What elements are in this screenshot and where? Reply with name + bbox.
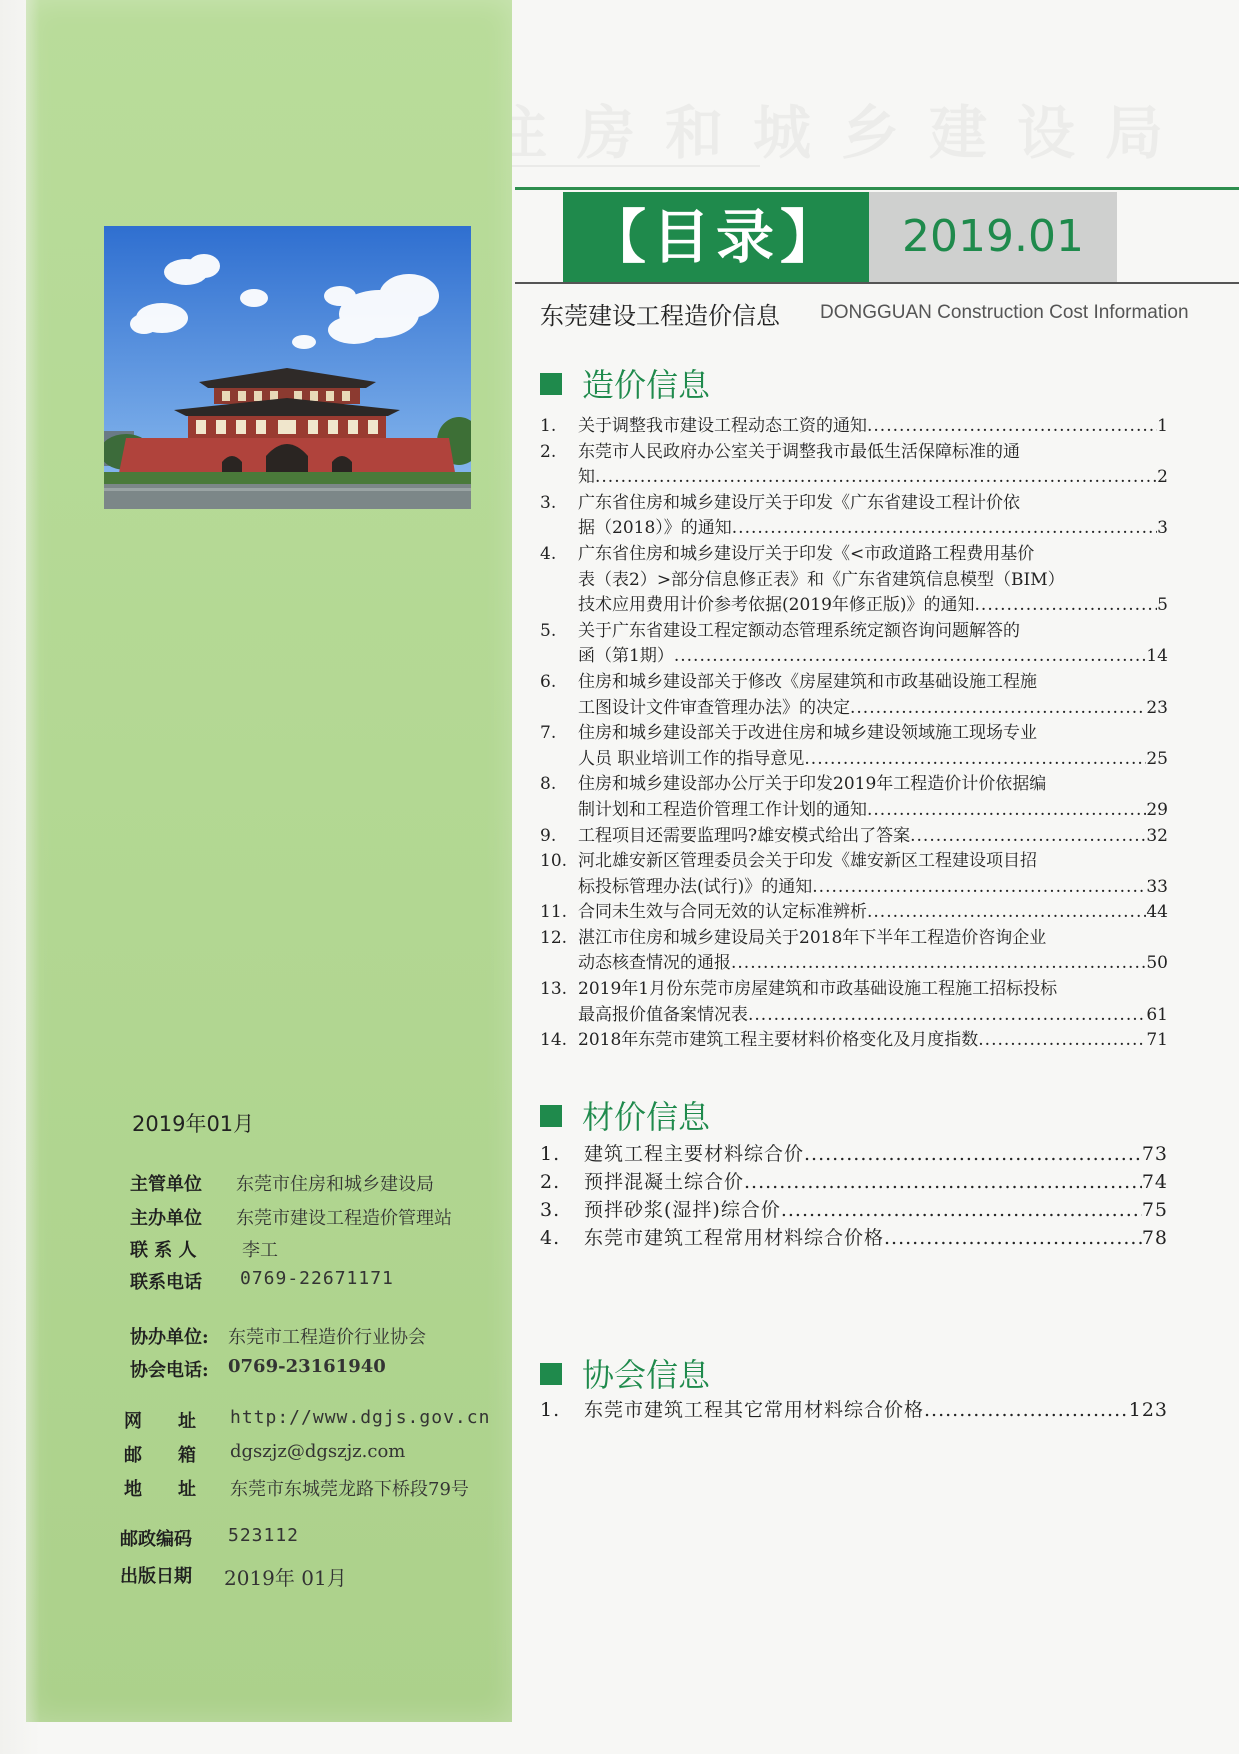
colophon-issue: 2019年01月 (132, 1112, 255, 1136)
toc-entry-body (578, 670, 1168, 721)
toc-entry-line (578, 824, 1168, 850)
toc-leader-dots (924, 1396, 1129, 1424)
toc-entry-number: 1. (540, 416, 557, 436)
toc-entry[interactable] (540, 900, 1168, 926)
toc-leader-dots (867, 798, 1146, 824)
toc-entry-number: 1. (540, 1399, 561, 1421)
toc-entry-text: 东莞市建筑工程其它常用材料综合价格 (584, 1399, 925, 1421)
section-square-icon (540, 373, 562, 395)
toc-leader-dots (975, 593, 1158, 619)
toc-leader-dots (595, 465, 1157, 491)
magazine-name-en: DONGGUAN Construction Cost Information (820, 302, 1189, 323)
toc-entry[interactable] (540, 1196, 1168, 1224)
toc-leader-dots (674, 644, 1147, 670)
section-square-icon (540, 1363, 562, 1385)
toc-entry[interactable] (540, 1224, 1168, 1252)
toc-entry-line (578, 747, 1168, 773)
toc-entry-line (578, 619, 1168, 645)
toc-entry-text: 住房和城乡建设部关于修改《房屋建筑和市政基础设施工程施 (578, 671, 1037, 692)
section-title: 协会信息 (582, 1356, 711, 1394)
toc-entry-line (578, 1028, 1168, 1054)
colophon-label: 邮政编码 (120, 1529, 192, 1550)
toc-entry-number: 12. (540, 927, 568, 948)
toc-entry-text: 预拌混凝土综合价 (584, 1171, 745, 1193)
header-top-rule (515, 187, 1239, 190)
section-heading-association (540, 1350, 710, 1396)
toc-entry-text: 建筑工程主要材料综合价 (584, 1143, 805, 1165)
toc-entry-body (578, 440, 1168, 491)
colophon-label: 出版日期 (120, 1566, 192, 1587)
toc-entry-text: 住房和城乡建设部关于改进住房和城乡建设领域施工现场专业 (578, 723, 1037, 744)
toc-entry[interactable] (540, 1028, 1168, 1054)
toc-page-number: 78 (1141, 1227, 1168, 1249)
toc-page-number: 74 (1141, 1171, 1168, 1193)
colophon-label: 协会电话: (130, 1360, 209, 1381)
toc-entry-line (584, 1396, 1168, 1424)
toc-entry-number: 5. (540, 620, 557, 641)
toc-entry-body (578, 824, 1168, 850)
toc-entry-line (578, 491, 1168, 517)
colophon-value: 2019年 01月 (224, 1566, 347, 1590)
toc-entry-number: 2. (540, 1171, 561, 1193)
toc-entry-number: 3. (540, 492, 557, 513)
toc-entry-line (578, 926, 1168, 952)
toc-entry[interactable] (540, 977, 1168, 1028)
toc-leader-dots (781, 1196, 1142, 1224)
colophon-value: 东莞市住房和城乡建设局 (236, 1174, 434, 1195)
toc-leader-dots (867, 900, 1146, 926)
toc-entry-text: 2019年1月份东莞市房屋建筑和市政基础设施工程施工招标投标 (578, 979, 1058, 1000)
toc-entry[interactable] (540, 491, 1168, 542)
toc-entry-number: 7. (540, 723, 557, 744)
toc-entry-line (584, 1196, 1168, 1224)
toc-entry-text: 关于调整我市建设工程动态工资的通知 (578, 416, 867, 436)
toc-entry-line (578, 670, 1168, 696)
toc-entry[interactable] (540, 619, 1168, 670)
toc-leader-dots (978, 1028, 1146, 1054)
issue-number: 2019.01 (869, 192, 1117, 282)
toc-leader-dots (731, 951, 1146, 977)
toc-entry[interactable] (540, 1140, 1168, 1168)
toc-leader-dots (850, 696, 1146, 722)
magazine-name-cn: 东莞建设工程造价信息 (540, 302, 780, 330)
section-square-icon (540, 1105, 562, 1127)
colophon-value: 东莞市建设工程造价管理站 (236, 1208, 452, 1229)
toc-entry-number: 2. (540, 441, 557, 462)
toc-entry[interactable] (540, 414, 1168, 440)
colophon-label: 地 址 (124, 1479, 196, 1500)
toc-page-number: 61 (1146, 1004, 1168, 1025)
toc-page-number: 1 (1157, 416, 1168, 436)
section-title: 造价信息 (582, 366, 711, 404)
toc-leader-dots (812, 875, 1146, 901)
colophon-label: 主办单位 (130, 1208, 202, 1229)
toc-entry-text: 工程项目还需要监理吗?雄安模式给出了答案 (578, 825, 911, 846)
toc-entry-body (584, 1224, 1168, 1252)
colophon-label: 邮 箱 (124, 1445, 196, 1466)
toc-page-number: 32 (1146, 825, 1168, 846)
toc-entry-text: 知 (578, 467, 595, 488)
toc-entry-text: 东莞市建筑工程常用材料综合价格 (584, 1227, 885, 1249)
toc-entry-text: 东莞市人民政府办公室关于调整我市最低生活保障标准的通 (578, 441, 1020, 462)
toc-entry-body (578, 900, 1168, 926)
toc-entry[interactable] (540, 926, 1168, 977)
toc-entry-line (584, 1140, 1168, 1168)
toc-entry-body (578, 491, 1168, 542)
toc-entry-body (578, 977, 1168, 1028)
toc-entry-line (578, 516, 1168, 542)
toc-page-number: 71 (1146, 1030, 1168, 1051)
colophon-value: 东莞市工程造价行业协会 (228, 1327, 426, 1348)
section-heading-pricing (540, 360, 710, 406)
toc-entry-text: 广东省住房和城乡建设厅关于印发《广东省建设工程计价依 (578, 492, 1020, 513)
toc-entry-text: 表（表2）>部分信息修正表》和《广东省建筑信息模型（BIM） (578, 569, 1065, 590)
toc-entry-line (578, 772, 1168, 798)
toc-entry-body (578, 1028, 1168, 1054)
toc-list-materials (540, 1140, 1168, 1252)
toc-entry-text: 湛江市住房和城乡建设局关于2018年下半年工程造价咨询企业 (578, 927, 1047, 948)
toc-entry-line (578, 977, 1168, 1003)
toc-leader-dots (884, 1224, 1142, 1252)
toc-entry[interactable] (540, 440, 1168, 491)
toc-page-number: 14 (1146, 646, 1168, 667)
toc-entry-body (578, 772, 1168, 823)
toc-entry[interactable] (540, 824, 1168, 850)
toc-entry-text: 最高报价值备案情况表 (578, 1004, 748, 1025)
toc-entry-text: 工图设计文件审查管理办法》的决定 (578, 697, 850, 718)
toc-entry-text: 预拌砂浆(湿拌)综合价 (584, 1199, 781, 1221)
toc-page-number: 3 (1157, 518, 1168, 539)
toc-entry-body (578, 721, 1168, 772)
toc-leader-dots (748, 1003, 1146, 1029)
toc-entry-body (578, 619, 1168, 670)
toc-entry-line (578, 440, 1168, 466)
toc-page-number: 75 (1141, 1199, 1168, 1221)
section-title: 材价信息 (582, 1098, 711, 1136)
toc-leader-dots (804, 747, 1146, 773)
toc-entry-text: 人员 职业培训工作的指导意见 (578, 748, 805, 769)
toc-leader-dots (867, 414, 1157, 440)
header-bottom-rule (515, 282, 1239, 284)
toc-entry-line (578, 542, 1168, 568)
toc-entry[interactable] (540, 849, 1168, 900)
colophon-value: 0769-23161940 (228, 1356, 386, 1377)
toc-entry[interactable] (540, 1396, 1168, 1424)
toc-entry-line (578, 1003, 1168, 1029)
toc-entry-line (578, 951, 1168, 977)
toc-entry-text: 技术应用费用计价参考依据(2019年修正版)》的通知 (578, 595, 975, 616)
toc-entry-number: 10. (540, 851, 568, 872)
toc-entry-number: 13. (540, 979, 568, 1000)
toc-page-number: 29 (1146, 799, 1168, 820)
toc-page-number: 44 (1146, 902, 1168, 923)
contents-title: 【目录】 (563, 192, 869, 282)
toc-entry-number: 1. (540, 1143, 561, 1165)
colophon-label: 主管单位 (130, 1174, 202, 1195)
toc-entry-line (578, 875, 1168, 901)
toc-entry-body (584, 1396, 1168, 1424)
toc-page-number: 2 (1157, 467, 1168, 488)
toc-entry-line (578, 849, 1168, 875)
toc-leader-dots (804, 1140, 1142, 1168)
colophon-label: 联系电话 (130, 1272, 202, 1293)
toc-page-number: 5 (1157, 595, 1168, 616)
toc-entry-number: 4. (540, 543, 557, 564)
toc-entry-number: 14. (540, 1030, 568, 1051)
toc-entry-number: 6. (540, 671, 557, 692)
toc-entry[interactable] (540, 542, 1168, 619)
toc-entry-body (584, 1196, 1168, 1224)
toc-entry-line (578, 568, 1168, 594)
toc-entry-text: 河北雄安新区管理委员会关于印发《雄安新区工程建设项目招 (578, 851, 1037, 872)
toc-page-number: 123 (1128, 1399, 1168, 1421)
toc-entry[interactable] (540, 670, 1168, 721)
toc-entry-text: 动态核查情况的通报 (578, 953, 731, 974)
toc-entry-text: 标投标管理办法(试行)》的通知 (578, 876, 813, 897)
toc-entry-line (578, 465, 1168, 491)
toc-entry-text: 住房和城乡建设部办公厅关于印发2019年工程造价计价依据编 (578, 774, 1047, 795)
toc-entry-line (578, 593, 1168, 619)
toc-entry-number: 8. (540, 774, 557, 795)
toc-page-number: 23 (1146, 697, 1168, 718)
toc-entry-body (578, 414, 1168, 440)
toc-entry-number: 9. (540, 825, 557, 846)
toc-entry[interactable] (540, 772, 1168, 823)
toc-entry[interactable] (540, 1168, 1168, 1196)
toc-entry-line (584, 1224, 1168, 1252)
section-heading-materials (540, 1092, 710, 1138)
toc-entry-text: 2018年东莞市建筑工程主要材料价格变化及月度指数 (578, 1030, 979, 1051)
toc-entry-body (584, 1168, 1168, 1196)
toc-entry-text: 函（第1期） (578, 646, 674, 667)
toc-entry-line (578, 414, 1168, 440)
toc-entry-line (578, 900, 1168, 926)
toc-entry-line (578, 721, 1168, 747)
toc-entry-text: 合同未生效与合同无效的认定标准辨析 (578, 902, 867, 923)
toc-entry-text: 关于广东省建设工程定额动态管理系统定额咨询问题解答的 (578, 620, 1020, 641)
toc-entry-text: 广东省住房和城乡建设厅关于印发《<市政道路工程费用基价 (578, 543, 1035, 564)
toc-entry-text: 据（2018）》的通知 (578, 518, 732, 539)
colophon-label: 协办单位: (130, 1327, 209, 1348)
toc-entry-body (578, 849, 1168, 900)
toc-leader-dots (744, 1168, 1142, 1196)
colophon-label: 联 系 人 (130, 1240, 197, 1261)
toc-page-number: 25 (1146, 748, 1168, 769)
toc-page-number: 33 (1146, 876, 1168, 897)
toc-entry-number: 3. (540, 1199, 561, 1221)
toc-list-pricing (540, 414, 1168, 1054)
toc-leader-dots (732, 516, 1157, 542)
toc-entry-body (578, 542, 1168, 619)
colophon-value: 0769-22671171 (240, 1268, 394, 1289)
toc-entry-line (578, 696, 1168, 722)
toc-entry-line (578, 798, 1168, 824)
toc-entry-body (578, 926, 1168, 977)
toc-entry[interactable] (540, 721, 1168, 772)
toc-page-number: 50 (1146, 953, 1168, 974)
colophon-value: 东莞市东城莞龙路下桥段79号 (230, 1479, 469, 1500)
colophon-value: http://www.dgjs.gov.cn (230, 1407, 491, 1428)
toc-leader-dots (910, 824, 1146, 850)
toc-entry-line (578, 644, 1168, 670)
colophon-label: 网 址 (124, 1411, 196, 1432)
toc-entry-text: 制计划和工程造价管理工作计划的通知 (578, 799, 867, 820)
toc-page-number: 73 (1141, 1143, 1168, 1165)
colophon-value: dgszjz@dgszjz.com (230, 1441, 406, 1462)
toc-entry-number: 11. (540, 902, 568, 923)
colophon-value: 523112 (228, 1525, 300, 1546)
colophon-value: 李工 (242, 1240, 278, 1261)
toc-list-association (540, 1396, 1168, 1424)
toc-entry-number: 4. (540, 1227, 561, 1249)
toc-entry-body (584, 1140, 1168, 1168)
toc-entry-line (584, 1168, 1168, 1196)
